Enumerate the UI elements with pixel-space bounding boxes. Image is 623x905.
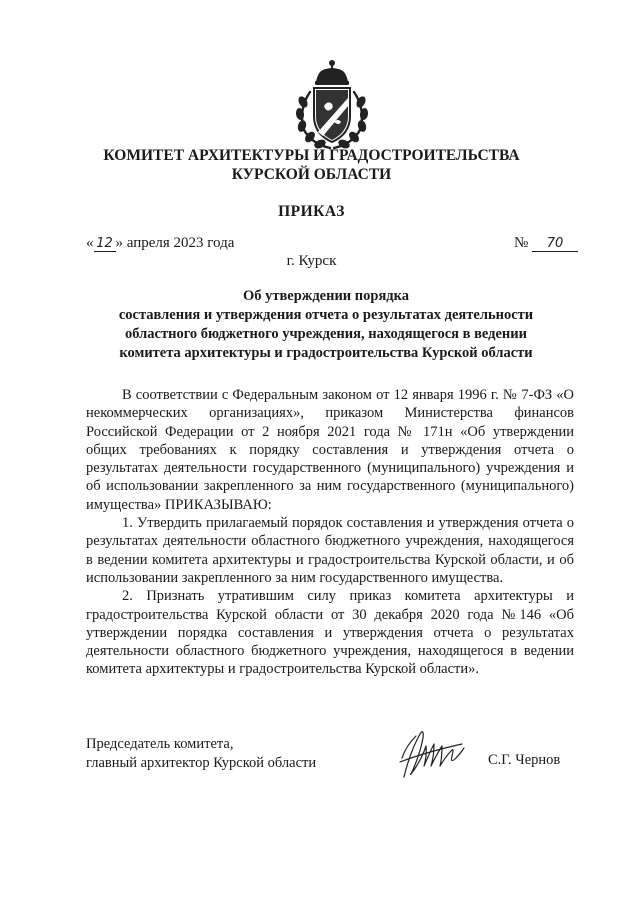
signatory-title	[86, 735, 316, 773]
organization-name-line-2: КУРСКОЙ ОБЛАСТИ	[231, 166, 392, 183]
subject-line-1: Об утверждении порядка	[242, 288, 410, 304]
date-close-quote: »	[115, 235, 123, 251]
organization-name-line-1: КОМИТЕТ АРХИТЕКТУРЫ И ГРАДОСТРОИТЕЛЬСТВА	[103, 147, 520, 164]
subject-line-2: составления и утверждения отчета о результатах деятельности	[118, 307, 534, 323]
coat-of-arms-icon	[290, 58, 374, 150]
order-subject	[86, 287, 566, 363]
order-body	[86, 386, 574, 679]
city-name: г. Курск	[286, 253, 337, 269]
signatory-title-line-2: главный архитектор Курской области	[86, 755, 317, 771]
signature-icon	[396, 722, 468, 782]
signatory-name: С.Г. Чернов	[488, 752, 561, 768]
document-type-title: ПРИКАЗ	[278, 203, 345, 220]
order-item-1: 1. Утвердить прилагаемый порядок составления и утверждения отчета о результатах деятельности областного бюджетного учреждения, находящегося в ведении комитета архитектуры и градостроительства Курской области, и об использовании закрепленного за ним государственного имущества.	[86, 515, 574, 586]
subject-line-3: областного бюджетного учреждения, находящегося в ведении	[125, 326, 527, 342]
organization-name	[40, 146, 583, 184]
signatory-title-line-1: Председатель комитета,	[86, 736, 234, 752]
preamble-paragraph: В соответствии с Федеральным законом от 12 января 1996 г. № 7-ФЗ «О некоммерческих организациях», приказом Министерства финансов Российской Федерации от 2 ноября 2021 года № 171н «Об утверждении общих требованиях к порядку составления и утверждения отчета о результатах деятельности государственного (муниципального) учреждения и об использовании закрепленного за ним государственного (муниципального) имущества» ПРИКАЗЫВАЮ:	[86, 387, 574, 513]
order-date	[86, 235, 234, 252]
date-month-year: апреля 2023 года	[126, 235, 235, 251]
number-value-handwritten: 70	[532, 237, 578, 252]
date-day-handwritten: 12	[94, 237, 116, 252]
number-sign: №	[514, 235, 529, 251]
order-number	[514, 235, 578, 252]
order-item-2: 2. Признать утратившим силу приказ комитета архитектуры и градостроительства Курской области от 30 декабря 2020 года №146 «Об утверждении порядка составления и утверждения отчета о результатах деятельности областного бюджетного учреждения, находящегося в ведении комитета архитектуры и градостроительства Курской области».	[86, 588, 574, 678]
date-open-quote: «	[86, 235, 94, 251]
subject-line-4: комитета архитектуры и градостроительства Курской области	[119, 345, 533, 361]
